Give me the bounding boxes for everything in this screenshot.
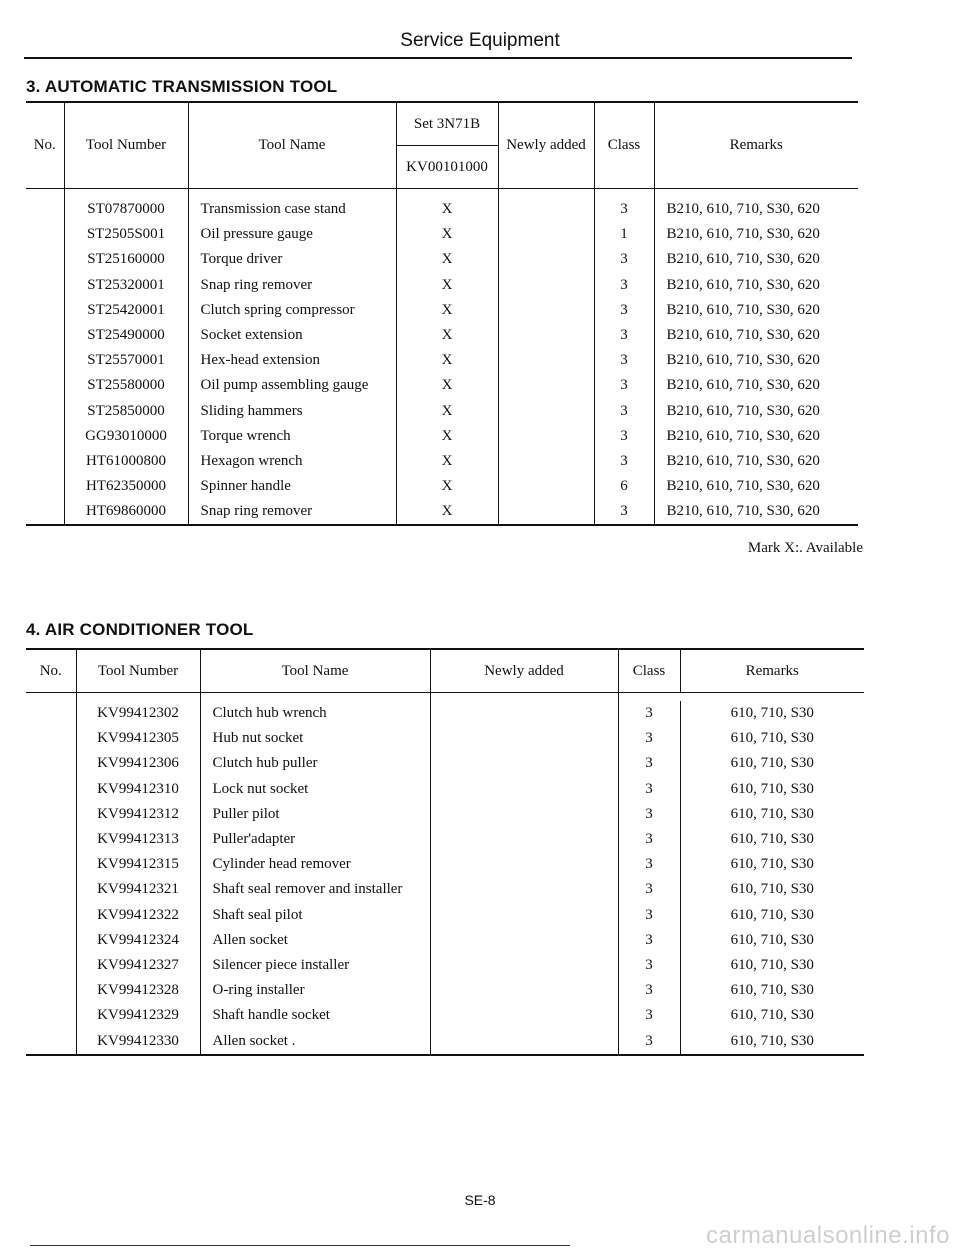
cell-remarks: 610, 710, S30	[680, 726, 864, 751]
col-header-newly-added: Newly added	[498, 102, 594, 189]
cell-newly-added	[430, 978, 618, 1003]
cell-tool-name: Allen socket	[200, 928, 430, 953]
cell-tool-number: HT61000800	[64, 449, 188, 474]
cell-tool-name: Puller'adapter	[200, 827, 430, 852]
table-row	[26, 373, 858, 398]
cell-remarks: B210, 610, 710, S30, 620	[654, 373, 858, 398]
cell-class: 3	[618, 701, 680, 726]
cell-tool-number: KV99412310	[76, 777, 200, 802]
cell-class: 3	[618, 852, 680, 877]
cell-no	[26, 197, 64, 222]
cell-tool-name: Sliding hammers	[188, 399, 396, 424]
table-row	[26, 222, 858, 247]
watermark: carmanualsonline.info	[706, 1222, 950, 1249]
cell-remarks: B210, 610, 710, S30, 620	[654, 499, 858, 525]
cell-remarks: B210, 610, 710, S30, 620	[654, 273, 858, 298]
cell-tool-number: KV99412306	[76, 751, 200, 776]
table-row	[26, 1003, 864, 1028]
cell-tool-name: Torque wrench	[188, 424, 396, 449]
cell-newly-added	[430, 953, 618, 978]
table-row	[26, 197, 858, 222]
cell-no	[26, 953, 76, 978]
cell-no	[26, 474, 64, 499]
cell-newly-added	[430, 903, 618, 928]
cell-newly-added	[430, 852, 618, 877]
cell-tool-number: KV99412322	[76, 903, 200, 928]
cell-tool-name: Lock nut socket	[200, 777, 430, 802]
cell-newly-added	[430, 777, 618, 802]
cell-no	[26, 978, 76, 1003]
col-header-set: Set 3N71B	[396, 102, 498, 146]
cell-newly-added	[498, 449, 594, 474]
cell-tool-number: HT69860000	[64, 499, 188, 525]
cell-set: X	[396, 273, 498, 298]
cell-tool-name: Allen socket .	[200, 1028, 430, 1054]
cell-tool-number: KV99412328	[76, 978, 200, 1003]
cell-newly-added	[498, 474, 594, 499]
cell-tool-name: O-ring installer	[200, 978, 430, 1003]
table-row	[26, 247, 858, 272]
cell-tool-number: ST25850000	[64, 399, 188, 424]
cell-no	[26, 928, 76, 953]
cell-tool-number: ST25570001	[64, 348, 188, 373]
col-header-no: No.	[26, 649, 76, 693]
table-row	[26, 499, 858, 525]
cell-set: X	[396, 424, 498, 449]
table-row	[26, 474, 858, 499]
spacer-cell	[618, 693, 680, 702]
table-row	[26, 424, 858, 449]
footer-rule	[30, 1245, 570, 1246]
spacer-cell	[396, 189, 498, 198]
cell-tool-name: Oil pressure gauge	[188, 222, 396, 247]
spacer-cell	[654, 189, 858, 198]
cell-newly-added	[498, 222, 594, 247]
cell-no	[26, 273, 64, 298]
cell-newly-added	[430, 802, 618, 827]
cell-no	[26, 247, 64, 272]
cell-no	[26, 903, 76, 928]
cell-tool-name: Socket extension	[188, 323, 396, 348]
cell-class: 3	[618, 1028, 680, 1054]
cell-tool-number: ST25580000	[64, 373, 188, 398]
spacer-cell	[188, 189, 396, 198]
cell-remarks: 610, 710, S30	[680, 751, 864, 776]
cell-remarks: 610, 710, S30	[680, 852, 864, 877]
cell-class: 3	[594, 499, 654, 525]
cell-class: 3	[594, 273, 654, 298]
cell-class: 3	[618, 827, 680, 852]
cell-tool-name: Cylinder head remover	[200, 852, 430, 877]
cell-class: 3	[618, 928, 680, 953]
cell-tool-name: Snap ring remover	[188, 499, 396, 525]
cell-tool-number: ST2505S001	[64, 222, 188, 247]
table-row	[26, 399, 858, 424]
cell-tool-name: Transmission case stand	[188, 197, 396, 222]
cell-set: X	[396, 247, 498, 272]
cell-no	[26, 751, 76, 776]
cell-no	[26, 373, 64, 398]
cell-newly-added	[430, 877, 618, 902]
cell-tool-number: KV99412312	[76, 802, 200, 827]
cell-tool-name: Oil pump assembling gauge	[188, 373, 396, 398]
table-row	[26, 877, 864, 902]
cell-remarks: B210, 610, 710, S30, 620	[654, 399, 858, 424]
cell-newly-added	[498, 424, 594, 449]
table-body	[26, 189, 858, 526]
table-row	[26, 1028, 864, 1054]
cell-tool-number: ST07870000	[64, 197, 188, 222]
cell-set: X	[396, 323, 498, 348]
cell-tool-name: Clutch hub wrench	[200, 701, 430, 726]
table-row	[26, 777, 864, 802]
cell-no	[26, 222, 64, 247]
cell-tool-name: Shaft seal pilot	[200, 903, 430, 928]
table-row	[26, 273, 858, 298]
cell-remarks: 610, 710, S30	[680, 701, 864, 726]
cell-tool-name: Clutch hub puller	[200, 751, 430, 776]
cell-no	[26, 399, 64, 424]
cell-no	[26, 827, 76, 852]
cell-tool-name: Hub nut socket	[200, 726, 430, 751]
cell-class: 3	[618, 903, 680, 928]
cell-class: 3	[618, 777, 680, 802]
col-header-newly-added: Newly added	[430, 649, 618, 693]
spacer-cell	[76, 693, 200, 702]
cell-tool-name: Spinner handle	[188, 474, 396, 499]
cell-no	[26, 802, 76, 827]
cell-class: 3	[594, 197, 654, 222]
cell-class: 3	[594, 323, 654, 348]
cell-tool-number: HT62350000	[64, 474, 188, 499]
cell-tool-number: KV99412321	[76, 877, 200, 902]
col-header-remarks: Remarks	[680, 649, 864, 693]
cell-tool-name: Clutch spring compressor	[188, 298, 396, 323]
cell-newly-added	[498, 197, 594, 222]
cell-class: 6	[594, 474, 654, 499]
cell-tool-name: Hexagon wrench	[188, 449, 396, 474]
cell-remarks: 610, 710, S30	[680, 1003, 864, 1028]
header-rule	[24, 57, 852, 59]
col-header-tool-number: Tool Number	[76, 649, 200, 693]
cell-newly-added	[430, 1003, 618, 1028]
cell-no	[26, 852, 76, 877]
cell-tool-number: ST25160000	[64, 247, 188, 272]
cell-remarks: 610, 710, S30	[680, 928, 864, 953]
cell-class: 3	[618, 953, 680, 978]
cell-remarks: 610, 710, S30	[680, 953, 864, 978]
cell-no	[26, 1028, 76, 1054]
cell-tool-name: Hex-head extension	[188, 348, 396, 373]
cell-no	[26, 323, 64, 348]
cell-tool-number: KV99412330	[76, 1028, 200, 1054]
cell-class: 3	[618, 978, 680, 1003]
cell-newly-added	[430, 701, 618, 726]
cell-tool-name: Shaft seal remover and installer	[200, 877, 430, 902]
cell-set: X	[396, 298, 498, 323]
cell-tool-number: KV99412302	[76, 701, 200, 726]
cell-class: 3	[594, 348, 654, 373]
cell-newly-added	[498, 323, 594, 348]
cell-remarks: 610, 710, S30	[680, 1028, 864, 1054]
cell-class: 3	[594, 373, 654, 398]
cell-remarks: 610, 710, S30	[680, 903, 864, 928]
cell-set: X	[396, 348, 498, 373]
cell-class: 1	[594, 222, 654, 247]
page-title: Service Equipment	[400, 30, 560, 51]
automatic-transmission-tool-table	[26, 101, 858, 526]
table-row	[26, 751, 864, 776]
cell-tool-number: KV99412313	[76, 827, 200, 852]
cell-newly-added	[498, 298, 594, 323]
table-row	[26, 802, 864, 827]
spacer-cell	[64, 189, 188, 198]
cell-remarks: B210, 610, 710, S30, 620	[654, 197, 858, 222]
cell-remarks: B210, 610, 710, S30, 620	[654, 424, 858, 449]
cell-remarks: B210, 610, 710, S30, 620	[654, 247, 858, 272]
cell-tool-number: ST25320001	[64, 273, 188, 298]
spacer-cell	[680, 693, 864, 702]
cell-tool-number: KV99412329	[76, 1003, 200, 1028]
cell-set: X	[396, 399, 498, 424]
cell-tool-name: Shaft handle socket	[200, 1003, 430, 1028]
cell-no	[26, 701, 76, 726]
table-row	[26, 852, 864, 877]
cell-class: 3	[594, 424, 654, 449]
cell-newly-added	[498, 273, 594, 298]
cell-remarks: B210, 610, 710, S30, 620	[654, 298, 858, 323]
spacer-cell	[498, 189, 594, 198]
spacer-cell	[26, 189, 64, 198]
col-header-tool-name: Tool Name	[200, 649, 430, 693]
air-conditioner-tool-table	[26, 648, 864, 1056]
legend-note: Mark X:. Available	[747, 540, 863, 556]
cell-class: 3	[594, 399, 654, 424]
col-header-tool-name: Tool Name	[188, 102, 396, 189]
cell-no	[26, 877, 76, 902]
cell-newly-added	[430, 1028, 618, 1054]
cell-class: 3	[594, 298, 654, 323]
col-header-tool-number: Tool Number	[64, 102, 188, 189]
cell-no	[26, 424, 64, 449]
cell-newly-added	[498, 373, 594, 398]
cell-no	[26, 499, 64, 525]
section-title-automatic-transmission: 3. AUTOMATIC TRANSMISSION TOOL	[26, 77, 338, 96]
cell-remarks: 610, 710, S30	[680, 877, 864, 902]
cell-class: 3	[618, 877, 680, 902]
cell-remarks: 610, 710, S30	[680, 777, 864, 802]
cell-set: X	[396, 197, 498, 222]
spacer-cell	[26, 693, 76, 702]
cell-tool-name: Silencer piece installer	[200, 953, 430, 978]
table-row	[26, 323, 858, 348]
spacer-cell	[594, 189, 654, 198]
cell-tool-name: Puller pilot	[200, 802, 430, 827]
cell-remarks: 610, 710, S30	[680, 827, 864, 852]
table-row	[26, 726, 864, 751]
table-row	[26, 903, 864, 928]
cell-set: X	[396, 474, 498, 499]
cell-set: X	[396, 449, 498, 474]
table-body	[26, 693, 864, 1055]
cell-newly-added	[430, 751, 618, 776]
cell-no	[26, 348, 64, 373]
spacer-row	[26, 693, 864, 702]
cell-newly-added	[498, 499, 594, 525]
cell-newly-added	[498, 247, 594, 272]
cell-remarks: B210, 610, 710, S30, 620	[654, 449, 858, 474]
table-row	[26, 449, 858, 474]
col-header-no: No.	[26, 102, 64, 189]
spacer-row	[26, 189, 858, 198]
col-header-set-code: KV00101000	[396, 146, 498, 189]
cell-no	[26, 1003, 76, 1028]
cell-no	[26, 777, 76, 802]
cell-remarks: B210, 610, 710, S30, 620	[654, 323, 858, 348]
col-header-remarks: Remarks	[654, 102, 858, 189]
col-header-class: Class	[618, 649, 680, 693]
cell-set: X	[396, 222, 498, 247]
cell-set: X	[396, 499, 498, 525]
cell-newly-added	[430, 827, 618, 852]
cell-no	[26, 298, 64, 323]
cell-tool-name: Torque driver	[188, 247, 396, 272]
cell-tool-number: KV99412327	[76, 953, 200, 978]
cell-set: X	[396, 373, 498, 398]
table-row	[26, 978, 864, 1003]
table-row	[26, 298, 858, 323]
cell-remarks: B210, 610, 710, S30, 620	[654, 348, 858, 373]
cell-tool-name: Snap ring remover	[188, 273, 396, 298]
cell-remarks: 610, 710, S30	[680, 802, 864, 827]
spacer-cell	[200, 693, 430, 702]
cell-remarks: 610, 710, S30	[680, 978, 864, 1003]
cell-newly-added	[498, 399, 594, 424]
cell-tool-number: KV99412315	[76, 852, 200, 877]
section-title-air-conditioner: 4. AIR CONDITIONER TOOL	[26, 620, 254, 639]
cell-no	[26, 449, 64, 474]
cell-tool-number: GG93010000	[64, 424, 188, 449]
table-row	[26, 348, 858, 373]
cell-newly-added	[430, 726, 618, 751]
cell-class: 3	[618, 726, 680, 751]
col-header-class: Class	[594, 102, 654, 189]
cell-class: 3	[594, 247, 654, 272]
cell-class: 3	[618, 802, 680, 827]
cell-remarks: B210, 610, 710, S30, 620	[654, 474, 858, 499]
spacer-cell	[430, 693, 618, 702]
cell-tool-number: KV99412324	[76, 928, 200, 953]
cell-class: 3	[618, 1003, 680, 1028]
page-number: SE-8	[464, 1192, 496, 1208]
table-row	[26, 928, 864, 953]
table-row	[26, 953, 864, 978]
cell-no	[26, 726, 76, 751]
cell-class: 3	[594, 449, 654, 474]
cell-class: 3	[618, 751, 680, 776]
cell-newly-added	[430, 928, 618, 953]
cell-tool-number: ST25490000	[64, 323, 188, 348]
table-row	[26, 827, 864, 852]
table-row	[26, 701, 864, 726]
cell-tool-number: ST25420001	[64, 298, 188, 323]
cell-newly-added	[498, 348, 594, 373]
cell-remarks: B210, 610, 710, S30, 620	[654, 222, 858, 247]
cell-tool-number: KV99412305	[76, 726, 200, 751]
